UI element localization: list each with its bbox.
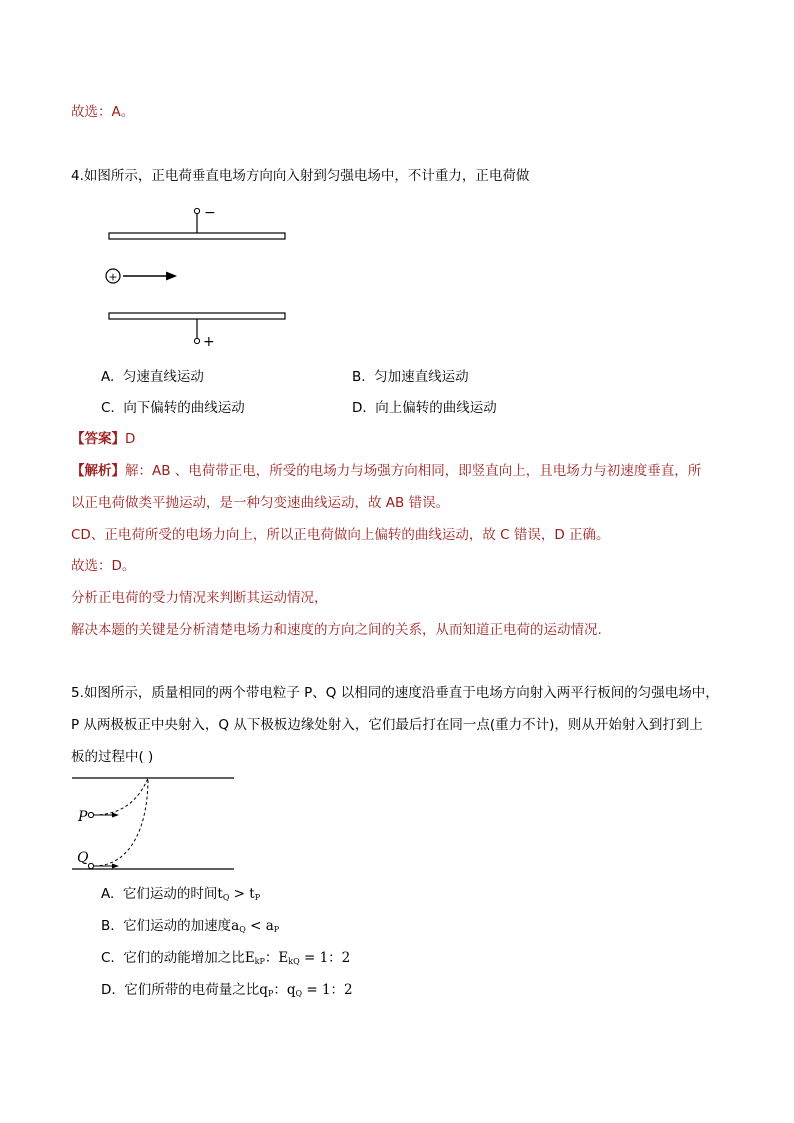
option-text: 它们运动的时间 xyxy=(122,886,218,902)
option-text: 它们的动能增加之比 xyxy=(123,950,245,966)
q4-analysis-label: 【解析】 xyxy=(71,463,125,479)
q4-option-d[interactable] xyxy=(352,399,497,417)
option-letter: A. xyxy=(101,369,115,385)
q5-p-particle xyxy=(88,812,93,817)
q4-answer-label: 【答案】 xyxy=(71,431,125,447)
option-letter: D. xyxy=(101,982,116,998)
q5-option-a[interactable] xyxy=(101,885,260,907)
q4-answer-value: D xyxy=(125,431,136,447)
q4-option-b[interactable] xyxy=(352,368,469,386)
math-var: a xyxy=(265,918,274,934)
q5-option-d[interactable] xyxy=(101,981,353,1003)
math-sub: P xyxy=(254,893,261,902)
q5-stem-line1: 5.如图所示，质量相同的两个带电粒子 P、Q 以相同的速度沿垂直于电场方向射入两平行板间的匀强电场中， xyxy=(71,685,719,701)
math-var: q xyxy=(286,982,296,998)
math-sub: P xyxy=(267,989,274,998)
q4-analysis-line1 xyxy=(71,462,701,480)
q4-option-c[interactable] xyxy=(101,399,245,417)
q4-analysis-line3: CD、正电荷所受的电场力向上，所以正电荷做向上偏转的曲线运动，故 C 错误，D 正确。 xyxy=(71,527,610,543)
q5-p-trajectory xyxy=(94,778,148,815)
q4-analysis-line2: 以正电荷做类平抛运动，是一种匀变速曲线运动，故 AB 错误。 xyxy=(71,495,450,511)
q4-summary2: 解决本题的关键是分析清楚电场力和速度的方向之间的关系，从而知道正电荷的运动情况. xyxy=(71,622,602,638)
math-var: a xyxy=(231,918,240,934)
math-var: t xyxy=(249,886,255,902)
math-sub: kQ xyxy=(288,957,300,966)
math-op: ： xyxy=(273,982,287,998)
math-var: q xyxy=(259,982,268,998)
math-op: > xyxy=(229,886,250,902)
option-text: 它们所带的电荷量之比 xyxy=(124,982,260,998)
math-sub: P xyxy=(273,925,280,934)
q4-top-terminal xyxy=(194,208,199,213)
option-text: 匀速直线运动 xyxy=(122,369,204,385)
option-letter: B. xyxy=(352,369,366,385)
option-letter: B. xyxy=(101,918,115,934)
q4-analysis-text1: 解：AB 、电荷带正电，所受的电场力与场强方向相同，即竖直向上，且电场力与初速度垂直，所 xyxy=(125,463,702,479)
q4-answer-line xyxy=(71,430,135,448)
q4-option-a[interactable] xyxy=(101,368,204,386)
math-op: = 1：2 xyxy=(299,950,351,966)
option-text: 向下偏转的曲线运动 xyxy=(123,400,245,416)
q5-q-label: Q xyxy=(77,850,89,866)
q5-stem-line3: 板的过程中( ) xyxy=(71,749,154,765)
math-op: ： xyxy=(264,950,279,966)
math-op: = 1：2 xyxy=(302,982,353,998)
prev-answer-line xyxy=(71,103,134,121)
q5-figure xyxy=(72,772,242,877)
q5-p-label: P xyxy=(78,809,88,825)
math-sub: Q xyxy=(222,893,230,902)
option-letter: D. xyxy=(352,400,367,416)
q4-charge-sign: + xyxy=(108,270,118,284)
q4-stem: 4.如图所示，正电荷垂直电场方向向入射到匀强电场中，不计重力，正电荷做 xyxy=(71,168,530,184)
q4-bottom-plate xyxy=(109,313,285,319)
option-letter: A. xyxy=(101,886,115,902)
prev-answer-value: A。 xyxy=(111,104,135,120)
q5-p-arrow-head xyxy=(112,813,119,818)
q4-top-plate xyxy=(109,233,285,239)
math-sub: kP xyxy=(254,957,265,966)
option-text: 它们运动的加速度 xyxy=(123,918,232,934)
prev-answer-label: 故选： xyxy=(71,104,112,120)
q5-stem-line2: P 从两极板正中央射入，Q 从下极板边缘处射入，它们最后打在同一点(重力不计)，则从开始射入到打到上 xyxy=(71,717,703,733)
option-text: 匀加速直线运动 xyxy=(374,369,469,385)
q5-q-particle xyxy=(88,863,93,868)
q5-q-trajectory xyxy=(94,778,148,866)
q5-q-arrow-head xyxy=(112,864,119,869)
math-op: < xyxy=(245,918,266,934)
q4-choose: 故选：D。 xyxy=(71,558,136,574)
q5-option-c[interactable] xyxy=(101,949,350,971)
q4-figure xyxy=(95,200,295,350)
math-var: E xyxy=(278,950,289,966)
q4-velocity-arrow-head xyxy=(166,272,177,281)
option-letter: C. xyxy=(101,950,115,966)
math-sub: Q xyxy=(239,925,246,934)
q4-bottom-terminal xyxy=(194,338,199,343)
option-letter: C. xyxy=(101,400,115,416)
math-var: E xyxy=(244,950,255,966)
math-var: t xyxy=(217,886,223,902)
q4-top-sign: − xyxy=(204,205,216,221)
q4-summary1: 分析正电荷的受力情况来判断其运动情况， xyxy=(71,590,328,606)
math-sub: Q xyxy=(295,989,303,998)
q4-bottom-sign: + xyxy=(203,334,215,350)
q5-option-b[interactable] xyxy=(101,917,279,939)
option-text: 向上偏转的曲线运动 xyxy=(375,400,497,416)
